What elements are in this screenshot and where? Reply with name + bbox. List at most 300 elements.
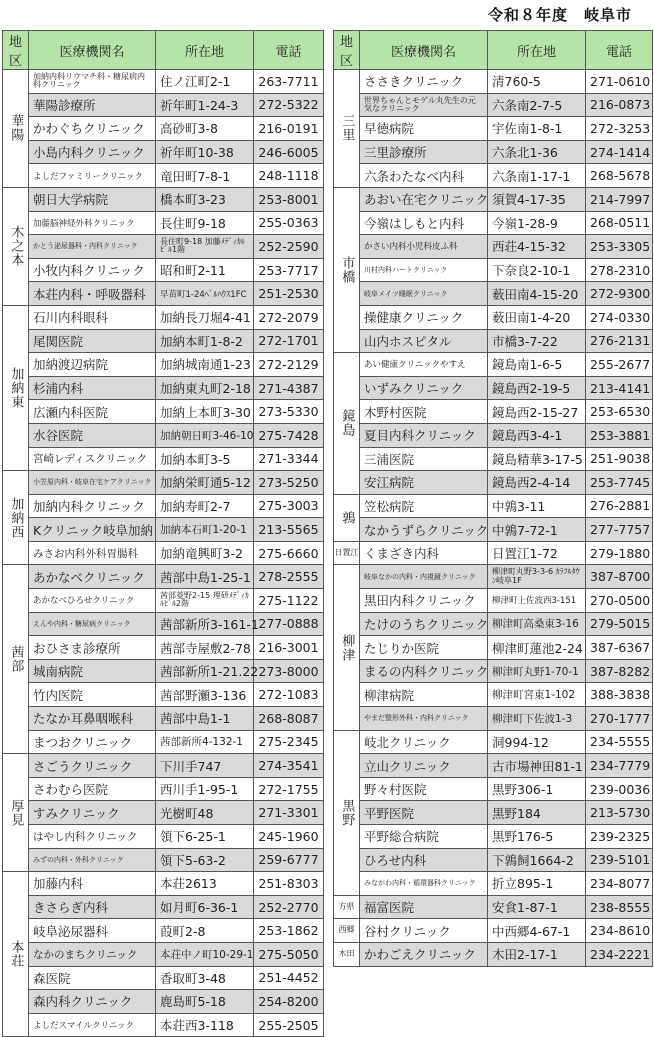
clinic-address: 竜田町7-8-1: [156, 164, 254, 188]
header-address: 所在地: [488, 31, 586, 70]
clinic-address: 市橋3-7-22: [488, 329, 586, 353]
clinic-phone: 271-3344: [254, 447, 324, 471]
clinic-name: 本荘内科・呼吸器科: [29, 282, 156, 306]
clinic-address: 加納城南通1-23: [156, 353, 254, 377]
clinic-phone: 272-1755: [254, 777, 324, 801]
clinic-phone: 272-9300: [586, 282, 653, 306]
clinic-name: やまだ整形外科・内科クリニック: [360, 707, 488, 731]
district-cell: 日置江: [334, 541, 360, 565]
clinic-phone: 271-4387: [254, 376, 324, 400]
clinic-address: 光樹町48: [156, 801, 254, 825]
clinic-address: 茜部中島1-25-1: [156, 565, 254, 589]
clinic-name: かとう泌尿器科・内科クリニック: [29, 235, 156, 259]
clinic-address: 加納東丸町2-18: [156, 376, 254, 400]
clinic-name: 宮崎レディスクリニック: [29, 447, 156, 471]
clinic-address: 柳津町蓮池2-24: [488, 636, 586, 660]
clinic-name: 森医院: [29, 966, 156, 990]
header-phone: 電話: [586, 31, 653, 70]
district-cell: 加納西: [3, 471, 29, 565]
table-row: [3, 187, 324, 211]
clinic-name: あおい在宅クリニック: [360, 187, 488, 211]
district-cell: 黒野: [334, 730, 360, 895]
clinic-name: 加納内科リウマチ科・糖尿病内科クリニック: [29, 70, 156, 94]
clinic-phone: 272-1083: [254, 683, 324, 707]
table-row: [3, 93, 324, 117]
table-row: [334, 164, 653, 188]
table-row: [334, 305, 653, 329]
table-row: [334, 140, 653, 164]
header-area: 地区: [334, 31, 360, 70]
clinic-address: 加納竜興町3-2: [156, 541, 254, 565]
clinic-address: 下鶉飼1664-2: [488, 848, 586, 872]
table-row: [334, 518, 653, 542]
clinic-name: みずの内科・外科クリニック: [29, 848, 156, 872]
clinic-name: みさお内科外科胃腸科: [29, 541, 156, 565]
clinic-address: 茜部寺屋敷2-78: [156, 636, 254, 660]
clinic-address: 黒野176-5: [488, 825, 586, 849]
district-cell: 厚見: [3, 754, 29, 872]
table-row: [3, 966, 324, 990]
table-row: [334, 801, 653, 825]
clinic-phone: 239-2325: [586, 825, 653, 849]
clinic-address: 薮田南1-4-20: [488, 305, 586, 329]
district-cell: 華陽: [3, 70, 29, 188]
clinic-phone: 272-5322: [254, 93, 324, 117]
clinic-name: 岐阜メイツ睡眠クリニック: [360, 282, 488, 306]
table-row: [334, 376, 653, 400]
clinic-phone: 234-8610: [586, 919, 653, 943]
clinic-name: 川村内科ハートクリニック: [360, 258, 488, 282]
clinic-name: 平野医院: [360, 801, 488, 825]
clinic-name: 三浦医院: [360, 447, 488, 471]
table-row: [3, 447, 324, 471]
table-row: [3, 636, 324, 660]
table-row: [3, 423, 324, 447]
clinic-address: 加納長刀堀4-41: [156, 305, 254, 329]
clinic-name: 加藤脳神経外科クリニック: [29, 211, 156, 235]
table-row: [334, 942, 653, 966]
clinic-address: 六条南1-17-1: [488, 164, 586, 188]
page-title: 令和８年度 岐阜市: [487, 6, 632, 24]
clinic-address: 西川手1-95-1: [156, 777, 254, 801]
clinic-phone: 273-5250: [254, 471, 324, 495]
table-row: [3, 376, 324, 400]
clinic-phone: 246-6005: [254, 140, 324, 164]
table-row: [3, 683, 324, 707]
table-row: [3, 329, 324, 353]
table-row: [3, 565, 324, 589]
clinic-address: 本荘中ノ町10-29-1: [156, 942, 254, 966]
clinic-address: 清760-5: [488, 70, 586, 94]
clinic-name: はやし内科クリニック: [29, 825, 156, 849]
table-row: [334, 400, 653, 424]
table-row: [334, 848, 653, 872]
clinic-phone: 274-3541: [254, 754, 324, 778]
table-row: [3, 258, 324, 282]
table-row: [334, 329, 653, 353]
clinic-name: 笠松病院: [360, 494, 488, 518]
clinic-phone: 270-0500: [586, 589, 653, 613]
clinic-phone: 253-8001: [254, 187, 324, 211]
clinic-phone: 248-1118: [254, 164, 324, 188]
clinic-name: 尾関医院: [29, 329, 156, 353]
clinic-address: 柳津町宮東1-102: [488, 683, 586, 707]
clinic-name: 木野村医院: [360, 400, 488, 424]
clinic-name: あかなべクリニック: [29, 565, 156, 589]
clinic-address: 祈年町1-24-3: [156, 93, 254, 117]
clinic-address: 早苗町1-24ﾍﾞﾙﾊｳｽ1FC: [156, 282, 254, 306]
clinic-phone: 253-6530: [586, 400, 653, 424]
clinic-address: 黒野184: [488, 801, 586, 825]
clinic-name: 加納内科クリニック: [29, 494, 156, 518]
clinic-address: 香取町3-48: [156, 966, 254, 990]
clinic-phone: 272-1701: [254, 329, 324, 353]
clinic-name: かさい内科小児科皮ふ科: [360, 235, 488, 259]
clinic-name: 三里診療所: [360, 140, 488, 164]
clinic-address: 鏡島西2-19-5: [488, 376, 586, 400]
clinic-name: くまざき内科: [360, 541, 488, 565]
clinic-address: 柳津町下佐波1-3: [488, 707, 586, 731]
clinic-phone: 214-7997: [586, 187, 653, 211]
clinic-address: 本荘2613: [156, 872, 254, 896]
clinic-address: 茜部新所1-21.22: [156, 659, 254, 683]
clinic-address: 柳津町丸野3-3-6 ｶﾗﾌﾙﾀｳﾝ岐阜1F: [488, 565, 586, 589]
clinic-address: 鏡島精華3-17-5: [488, 447, 586, 471]
header-phone: 電話: [254, 31, 324, 70]
clinic-phone: 216-0191: [254, 117, 324, 141]
clinic-address: 六条南2-7-5: [488, 93, 586, 117]
clinic-phone: 252-2770: [254, 895, 324, 919]
table-header-row: [3, 31, 324, 70]
clinic-phone: 251-8303: [254, 872, 324, 896]
clinic-name: まるの内科クリニック: [360, 659, 488, 683]
clinic-name: 華陽診療所: [29, 93, 156, 117]
table-row: [334, 494, 653, 518]
table-row: [3, 919, 324, 943]
table-row: [334, 447, 653, 471]
clinic-phone: 275-3003: [254, 494, 324, 518]
table-row: [3, 801, 324, 825]
clinic-phone: 251-4452: [254, 966, 324, 990]
clinic-name: 水谷医院: [29, 423, 156, 447]
clinic-phone: 271-0610: [586, 70, 653, 94]
clinic-phone: 255-2677: [586, 353, 653, 377]
clinic-name: 小島内科クリニック: [29, 140, 156, 164]
clinic-phone: 277-0888: [254, 612, 324, 636]
clinic-phone: 275-1122: [254, 589, 324, 613]
clinic-address: 須賀4-17-35: [488, 187, 586, 211]
clinic-name: いずみクリニック: [360, 376, 488, 400]
clinic-address: 橋本町3-23: [156, 187, 254, 211]
clinic-address: 長住町9-18: [156, 211, 254, 235]
clinic-name: 安江病院: [360, 471, 488, 495]
district-cell: 本荘: [3, 872, 29, 1037]
clinic-phone: 275-5050: [254, 942, 324, 966]
table-row: [3, 872, 324, 896]
clinic-phone: 276-2131: [586, 329, 653, 353]
clinic-phone: 239-0036: [586, 777, 653, 801]
clinic-name: 竹内医院: [29, 683, 156, 707]
clinic-address: 葭町2-8: [156, 919, 254, 943]
clinic-name: 朝日大学病院: [29, 187, 156, 211]
clinic-phone: 274-0330: [586, 305, 653, 329]
clinic-phone: 216-3001: [254, 636, 324, 660]
clinic-address: 黒野306-1: [488, 777, 586, 801]
clinic-phone: 255-2505: [254, 1013, 324, 1037]
table-row: [3, 895, 324, 919]
clinic-phone: 239-5101: [586, 848, 653, 872]
clinic-address: 加納寿町2-7: [156, 494, 254, 518]
clinic-table-right: [333, 30, 653, 967]
clinic-address: 安食1-87-1: [488, 895, 586, 919]
clinic-name: ささきクリニック: [360, 70, 488, 94]
table-row: [3, 942, 324, 966]
clinic-address: 鏡島西3-4-1: [488, 423, 586, 447]
clinic-phone: 273-8000: [254, 659, 324, 683]
table-row: [3, 353, 324, 377]
clinic-table-left: [2, 30, 324, 1037]
clinic-name: 野々村医院: [360, 777, 488, 801]
header-name: 医療機関名: [29, 31, 156, 70]
clinic-phone: 254-8200: [254, 990, 324, 1014]
clinic-phone: 253-3305: [586, 235, 653, 259]
table-row: [3, 235, 324, 259]
clinic-name: たけのうちクリニック: [360, 612, 488, 636]
table-row: [3, 777, 324, 801]
district-cell: 鏡島: [334, 353, 360, 495]
clinic-address: 茜部中島1-1: [156, 707, 254, 731]
table-row: [334, 730, 653, 754]
clinic-name: かわごえクリニック: [360, 942, 488, 966]
table-row: [334, 353, 653, 377]
table-row: [334, 825, 653, 849]
clinic-name: 山内ホスピタル: [360, 329, 488, 353]
table-row: [334, 282, 653, 306]
clinic-phone: 251-9038: [586, 447, 653, 471]
table-row: [334, 235, 653, 259]
table-row: [334, 919, 653, 943]
clinic-phone: 234-7779: [586, 754, 653, 778]
table-row: [3, 400, 324, 424]
district-cell: 木之本: [3, 187, 29, 305]
clinic-name: 岐北クリニック: [360, 730, 488, 754]
table-row: [334, 70, 653, 94]
table-row: [334, 93, 653, 117]
clinic-address: 鏡島南1-6-5: [488, 353, 586, 377]
clinic-name: ひろせ内科: [360, 848, 488, 872]
clinic-name: 広瀬内科医院: [29, 400, 156, 424]
clinic-phone: 275-6660: [254, 541, 324, 565]
clinic-phone: 251-2530: [254, 282, 324, 306]
table-row: [334, 471, 653, 495]
clinic-address: 宇佐南1-8-1: [488, 117, 586, 141]
clinic-name: 小笠原内科・岐阜在宅ケアクリニック: [29, 471, 156, 495]
table-row: [3, 518, 324, 542]
table-row: [334, 117, 653, 141]
table-row: [334, 754, 653, 778]
clinic-name: 加藤内科: [29, 872, 156, 896]
table-row: [3, 659, 324, 683]
clinic-address: 茜部菱野2-15 理研ﾒﾃﾞｨｶﾙﾋﾞﾙ2階: [156, 589, 254, 613]
district-cell: 市橋: [334, 187, 360, 352]
clinic-phone: 278-2310: [586, 258, 653, 282]
clinic-address: 茜部新所3-161-1: [156, 612, 254, 636]
clinic-name: 石川内科眼科: [29, 305, 156, 329]
clinic-name: 平野総合病院: [360, 825, 488, 849]
table-row: [334, 565, 653, 589]
clinic-phone: 273-5330: [254, 400, 324, 424]
table-row: [3, 164, 324, 188]
clinic-name: 早徳病院: [360, 117, 488, 141]
table-row: [3, 730, 324, 754]
clinic-phone: 252-2590: [254, 235, 324, 259]
table-row: [3, 282, 324, 306]
table-row: [334, 872, 653, 896]
clinic-phone: 234-8077: [586, 872, 653, 896]
clinic-address: 下奈良2-10-1: [488, 258, 586, 282]
clinic-address: 加納本石町1-20-1: [156, 518, 254, 542]
table-row: [334, 541, 653, 565]
district-cell: 加納東: [3, 305, 29, 470]
table-row: [334, 895, 653, 919]
clinic-phone: 277-7757: [586, 518, 653, 542]
clinic-address: 中鶉3-11: [488, 494, 586, 518]
table-row: [334, 187, 653, 211]
clinic-address: 柳津町丸野1-70-1: [488, 659, 586, 683]
clinic-name: 谷村クリニック: [360, 919, 488, 943]
clinic-phone: 253-7745: [586, 471, 653, 495]
clinic-phone: 268-5678: [586, 164, 653, 188]
clinic-name: えんや内科・糖尿病クリニック: [29, 612, 156, 636]
header-address: 所在地: [156, 31, 254, 70]
clinic-name: 柳津病院: [360, 683, 488, 707]
clinic-phone: 253-3881: [586, 423, 653, 447]
clinic-name: 操健康クリニック: [360, 305, 488, 329]
table-row: [3, 1013, 324, 1037]
district-cell: 方県: [334, 895, 360, 919]
table-body-left: [3, 70, 324, 1037]
clinic-address: 西荘4-15-32: [488, 235, 586, 259]
clinic-name: たじりか医院: [360, 636, 488, 660]
clinic-name: 城南病院: [29, 659, 156, 683]
clinic-phone: 274-1414: [586, 140, 653, 164]
clinic-phone: 234-2221: [586, 942, 653, 966]
clinic-address: 茜部新所4-132-1: [156, 730, 254, 754]
clinic-address: 加納栄町通5-12: [156, 471, 254, 495]
table-row: [3, 589, 324, 613]
clinic-address: 洞994-12: [488, 730, 586, 754]
clinic-address: 木田2-17-1: [488, 942, 586, 966]
table-row: [3, 117, 324, 141]
clinic-phone: 272-2079: [254, 305, 324, 329]
clinic-name: みながわ内科・循環器科クリニック: [360, 872, 488, 896]
table-row: [3, 140, 324, 164]
clinic-address: 領下6-25-1: [156, 825, 254, 849]
clinic-address: 加納本町3-5: [156, 447, 254, 471]
clinic-address: 柳津町上佐波西3-151: [488, 589, 586, 613]
clinic-phone: 255-0363: [254, 211, 324, 235]
table-row: [3, 825, 324, 849]
table-row: [334, 636, 653, 660]
district-cell: 三里: [334, 70, 360, 188]
clinic-phone: 238-8555: [586, 895, 653, 919]
clinic-phone: 268-0511: [586, 211, 653, 235]
clinic-address: 昭和町2-11: [156, 258, 254, 282]
table-row: [334, 258, 653, 282]
clinic-name: 六条わたなべ内科: [360, 164, 488, 188]
clinic-phone: 270-1777: [586, 707, 653, 731]
table-row: [3, 211, 324, 235]
district-cell: 柳津: [334, 565, 360, 730]
clinic-phone: 268-8087: [254, 707, 324, 731]
clinic-phone: 271-3301: [254, 801, 324, 825]
clinic-address: 中鶉7-72-1: [488, 518, 586, 542]
table-row: [334, 211, 653, 235]
clinic-phone: 245-1960: [254, 825, 324, 849]
clinic-phone: 388-3838: [586, 683, 653, 707]
clinic-address: 加納上本町3-30: [156, 400, 254, 424]
clinic-phone: 387-8700: [586, 565, 653, 589]
district-cell: 鶉: [334, 494, 360, 541]
clinic-name: おひさま診療所: [29, 636, 156, 660]
clinic-name: 小牧内科クリニック: [29, 258, 156, 282]
clinic-name: さごうクリニック: [29, 754, 156, 778]
table-row: [3, 990, 324, 1014]
table-row: [334, 777, 653, 801]
district-cell: 木田: [334, 942, 360, 966]
clinic-name: すみクリニック: [29, 801, 156, 825]
table-row: [334, 707, 653, 731]
clinic-phone: 387-6367: [586, 636, 653, 660]
district-cell: 西郷: [334, 919, 360, 943]
clinic-address: 祈年町10-38: [156, 140, 254, 164]
clinic-name: 加納渡辺病院: [29, 353, 156, 377]
table-row: [3, 471, 324, 495]
clinic-address: 薮田南4-15-20: [488, 282, 586, 306]
clinic-phone: 213-4141: [586, 376, 653, 400]
clinic-address: 六条北1-36: [488, 140, 586, 164]
table-row: [334, 612, 653, 636]
clinic-address: 茜部野瀬3-136: [156, 683, 254, 707]
clinic-name: かわぐちクリニック: [29, 117, 156, 141]
district-cell: 茜部: [3, 565, 29, 754]
clinic-name: 森内科クリニック: [29, 990, 156, 1014]
clinic-address: 加納朝日町3-46-10: [156, 423, 254, 447]
clinic-name: あかなべひろせクリニック: [29, 589, 156, 613]
clinic-phone: 253-7717: [254, 258, 324, 282]
clinic-name: 岐阜泌尿器科: [29, 919, 156, 943]
clinic-phone: 279-1880: [586, 541, 653, 565]
clinic-address: 本荘西3-118: [156, 1013, 254, 1037]
clinic-name: まつおクリニック: [29, 730, 156, 754]
clinic-name: あい健康クリニックやすえ: [360, 353, 488, 377]
clinic-address: 折立895-1: [488, 872, 586, 896]
clinic-address: 高砂町3-8: [156, 117, 254, 141]
clinic-name: さわむら医院: [29, 777, 156, 801]
clinic-address: 住ノ江町2-1: [156, 70, 254, 94]
clinic-name: きさらぎ内科: [29, 895, 156, 919]
clinic-phone: 216-0873: [586, 93, 653, 117]
table-row: [334, 423, 653, 447]
clinic-name: よしだスマイルクリニック: [29, 1013, 156, 1037]
clinic-address: 柳津町高桑東3-16: [488, 612, 586, 636]
clinic-phone: 263-7711: [254, 70, 324, 94]
clinic-address: 日置江1-72: [488, 541, 586, 565]
table-row: [3, 70, 324, 94]
table-row: [334, 659, 653, 683]
clinic-name: 夏目内科クリニック: [360, 423, 488, 447]
header-name: 医療機関名: [360, 31, 488, 70]
